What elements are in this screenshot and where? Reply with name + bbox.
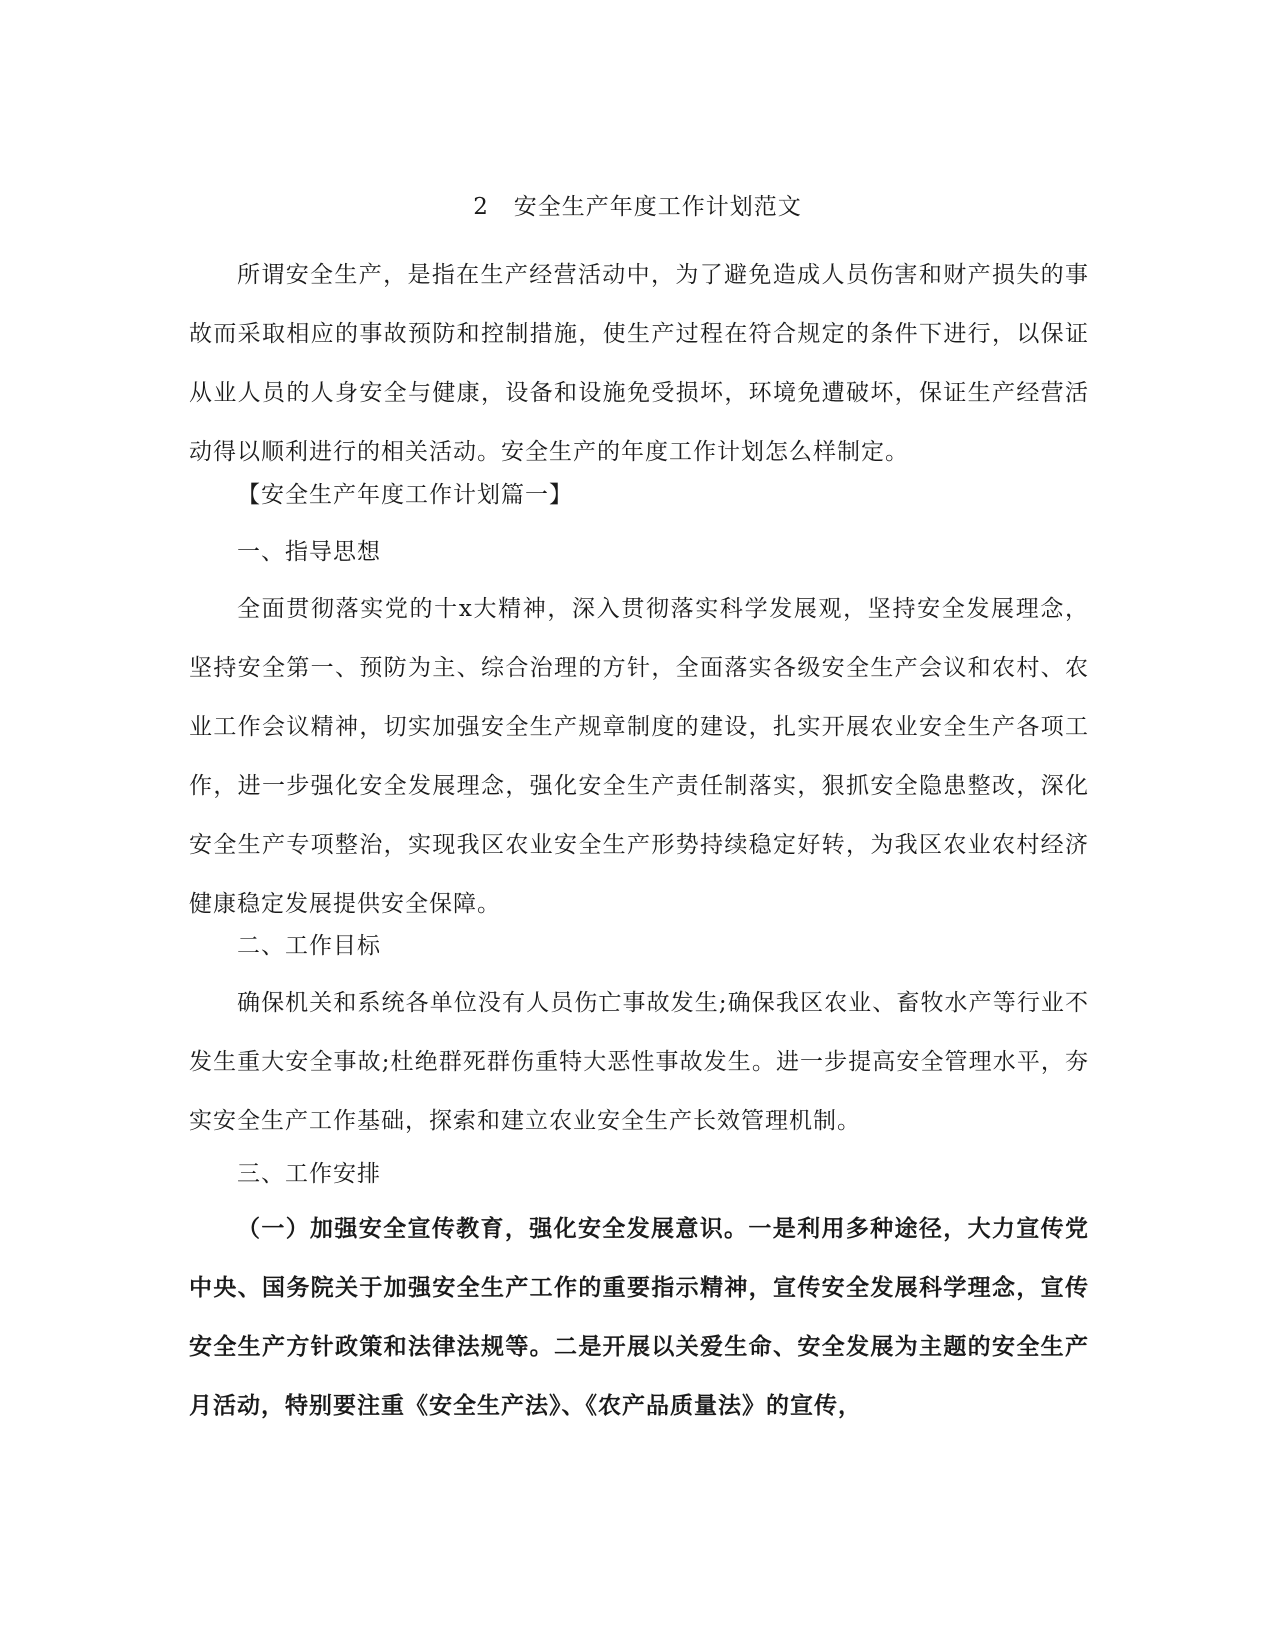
- heading-work-arrangement: 三、工作安排: [237, 1161, 381, 1187]
- guiding-ideology-paragraph: 全面贯彻落实党的十x大精神，深入贯彻落实科学发展观，坚持安全发展理念，坚持安全第一、预防为主、综合治理的方针，全面落实各级安全生产会议和农村、农业工作会议精神，切实加强安全生产规章制度的建设，扎实开展农业安全生产各项工作，进一步强化安全发展理念，强化安全生产责任制落实，狠抓安全隐患整改，深化安全生产专项整治，实现我区农业安全生产形势持续稳定好转，为我区农业农村经济健康稳定发展提供安全保障。: [189, 596, 1089, 917]
- intro-paragraph: 所谓安全生产，是指在生产经营活动中，为了避免造成人员伤害和财产损失的事故而采取相应的事故预防和控制措施，使生产过程在符合规定的条件下进行，以保证从业人员的人身安全与健康，设备和设施免受损坏，环境免遭破坏，保证生产经营活动得以顺利进行的相关活动。安全生产的年度工作计划怎么样制定。: [189, 262, 1089, 465]
- work-arrangement-paragraph: （一）加强安全宣传教育，强化安全发展意识。一是利用多种途径，大力宣传党中央、国务院关于加强安全生产工作的重要指示精神，宣传安全发展科学理念，宣传安全生产方针政策和法律法规等。二是开展以关爱生命、安全发展为主题的安全生产月活动，特别要注重《安全生产法》、《农产品质量法》的宣传，: [189, 1215, 1089, 1419]
- work-goals-paragraph: 确保机关和系统各单位没有人员伤亡事故发生;确保我区农业、畜牧水产等行业不发生重大安全事故;杜绝群死群伤重特大恶性事故发生。进一步提高安全管理水平，夯实安全生产工作基础，探索和建立农业安全生产长效管理机制。: [189, 990, 1089, 1134]
- heading-guiding-ideology: 一、指导思想: [237, 539, 381, 565]
- section-title: 【安全生产年度工作计划篇一】: [237, 482, 573, 508]
- heading-work-goals: 二、工作目标: [237, 933, 381, 959]
- document-title: 2 安全生产年度工作计划范文: [473, 194, 802, 220]
